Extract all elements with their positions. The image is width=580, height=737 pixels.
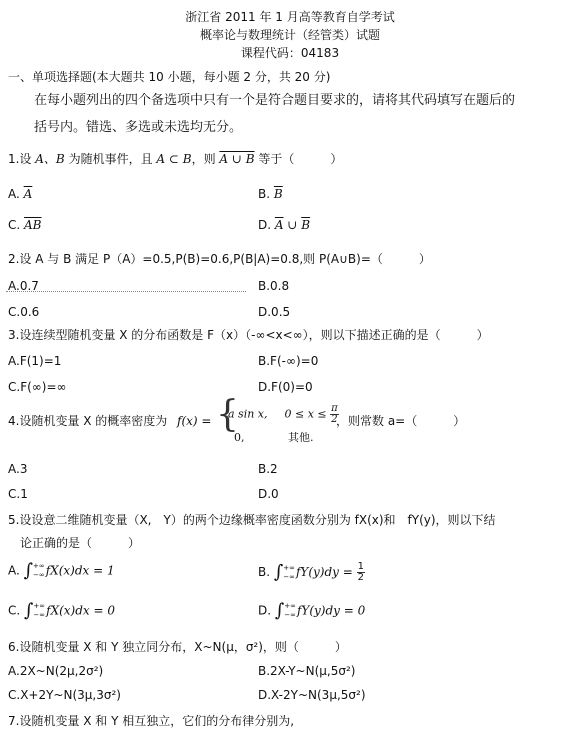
q5-option-d-label: D.	[258, 603, 272, 618]
q2-option-c: C.0.6	[8, 305, 40, 319]
q4-case-1-cond: 0 ≤ x ≤	[284, 407, 327, 421]
q5-stem-line-2: 论正确的是（ ）	[20, 536, 141, 550]
q4-brace: {	[216, 394, 239, 435]
q5-frac-den: 2	[357, 572, 365, 583]
q5-lim-up: +∞	[283, 563, 295, 572]
q1-stem-part-c: ，则	[191, 152, 220, 166]
q1-stem-part-b: 为随机事件，且	[64, 152, 157, 166]
q2-option-d: D.0.5	[258, 305, 291, 319]
q6-option-a: A.2X~N(2μ,2σ²)	[8, 664, 104, 678]
q1-option-c-value: $\overline{AB}$	[24, 218, 42, 232]
q1-stem-cond: A ⊂ B	[156, 152, 192, 166]
q1-option-d-label: D.	[258, 218, 275, 232]
q5-stem-line-1: 5.设设意二维随机变量（X, Y）的两个边缘概率密度函数分别为 fX(x)和 fY(y)，则以下结	[8, 513, 496, 527]
q4-fx: f(x) =	[177, 414, 212, 428]
q6-option-b: B.2X-Y~N(μ,5σ²)	[258, 664, 356, 678]
q5-option-d	[258, 602, 365, 620]
q5-integral-limits	[33, 602, 45, 620]
q4-stem-part-a: 4.设随机变量 X 的概率密度为	[8, 414, 168, 428]
q1-option-d-union: ∪	[283, 218, 302, 232]
q3-option-b: B.F(-∞)=0	[258, 354, 319, 368]
q5-lim-dn: −∞	[283, 572, 295, 581]
section-instruction-2: 括号内。错选、多选或未选均无分。	[34, 120, 243, 135]
exam-header-line1: 浙江省 2011 年 1 月高等教育自学考试	[185, 10, 395, 24]
q2-stem: 2.设 A 与 B 满足 P（A）=0.5,P(B)=0.6,P(B|A)=0.8,则 P(A∪B)=（ ）	[8, 252, 431, 266]
dotted-rule	[6, 291, 246, 292]
q1-option-d-value-2: $\overline{B}$	[301, 218, 311, 232]
q6-stem: 6.设随机变量 X 和 Y 独立同分布，X~N(μ，σ²)，则（ ）	[8, 640, 347, 654]
q4-case-1-expr: a sin x,	[228, 407, 268, 421]
q5-lim-dn: −∞	[33, 611, 46, 619]
q1-stem-part-d: 等于（ ）	[254, 152, 343, 166]
q1-option-a	[8, 187, 32, 201]
q1-stem-vars: A、B	[35, 152, 65, 166]
q5-option-c-label: C.	[8, 603, 21, 618]
q4-stem-part-b: ，则常数 a=（ ）	[336, 414, 466, 428]
q1-stem-part-a: 1.设	[8, 152, 36, 166]
q3-option-d: D.F(0)=0	[258, 380, 313, 394]
q4-frac-num: π	[331, 403, 338, 414]
section-instruction-1: 在每小题列出的四个备选项中只有一个是符合题目要求的，请将其代码填写在题后的	[34, 93, 516, 108]
exam-header-line3: 课程代码：04183	[240, 46, 340, 60]
q4-case-1	[228, 404, 339, 425]
q1-option-a-label: A.	[8, 187, 24, 201]
q1-stem	[8, 152, 342, 166]
q5-option-c-expr: fX(x)dx = 0	[46, 603, 116, 618]
q5-lim-up: +∞	[33, 562, 45, 570]
q1-option-b	[258, 187, 283, 201]
q5-option-b-expr: fY(y)dy =	[295, 565, 353, 579]
q4-option-b: B.2	[258, 462, 278, 476]
q5-lim-dn: −∞	[284, 611, 296, 619]
q5-option-a-expr: fX(x)dx = 1	[45, 563, 115, 578]
q6-option-d: D.X-2Y~N(3μ,5σ²)	[258, 688, 366, 702]
q5-option-a-label: A.	[8, 563, 20, 578]
q4-option-c: C.1	[8, 487, 28, 501]
q4-case-2	[234, 431, 245, 445]
q4-frac-den: 2	[331, 414, 338, 425]
q4-option-d: D.0	[258, 487, 279, 501]
q1-option-c	[8, 218, 42, 232]
q5-option-c	[8, 602, 115, 620]
q2-option-a: A.0.7	[8, 279, 39, 293]
q6-option-c: C.X+2Y~N(3μ,3σ²)	[8, 688, 121, 702]
q3-option-a: A.F(1)=1	[8, 354, 62, 368]
q4-option-a: A.3	[8, 462, 28, 476]
q7-stem: 7.设随机变量 X 和 Y 相互独立，它们的分布律分别为,	[8, 714, 295, 728]
section-title: 一、单项选择题(本大题共 10 小题，每小题 2 分，共 20 分)	[8, 70, 331, 84]
q5-frac-num: 1	[357, 561, 365, 572]
q5-integral-sign: ∫	[274, 600, 285, 621]
q3-option-c: C.F(∞)=∞	[8, 380, 67, 394]
q5-option-b	[258, 562, 365, 583]
q5-integral-limits	[33, 562, 45, 580]
q1-option-c-label: C.	[8, 218, 25, 232]
q3-stem: 3.设连续型随机变量 X 的分布函数是 F（x）（-∞<x<∞），则以下描述正确的是（ ）	[8, 328, 489, 342]
q1-option-d	[258, 218, 310, 232]
q5-lim-up: +∞	[33, 602, 46, 610]
q5-integral-limits	[284, 602, 296, 620]
q5-lim-up: +∞	[284, 602, 296, 610]
q4-case-2-cond: 其他.	[288, 431, 314, 444]
q4-case-2-expr: 0,	[234, 431, 245, 444]
q5-integral-sign: ∫	[23, 560, 34, 581]
q1-option-d-value-1: $\overline{A}$	[274, 218, 284, 232]
q2-option-b: B.0.8	[258, 279, 290, 293]
q5-option-a	[8, 562, 115, 580]
q1-option-b-value: $\overline{B}$	[273, 187, 283, 201]
exam-header-line2: 概率论与数理统计（经管类）试题	[199, 28, 380, 42]
q5-integral-sign: ∫	[273, 561, 284, 583]
q5-integral-sign: ∫	[24, 600, 34, 621]
q1-stem-expr: A ∪ B	[219, 152, 255, 166]
q5-option-b-label: B.	[258, 565, 271, 579]
q5-integral-limits	[283, 564, 295, 582]
q5-option-d-expr: fY(y)dy = 0	[296, 603, 366, 618]
q1-option-b-label: B.	[258, 187, 274, 201]
q1-option-a-value: $\overline{A}$	[23, 187, 33, 201]
q5-lim-dn: −∞	[33, 571, 45, 579]
q5-option-b-frac	[357, 562, 365, 583]
